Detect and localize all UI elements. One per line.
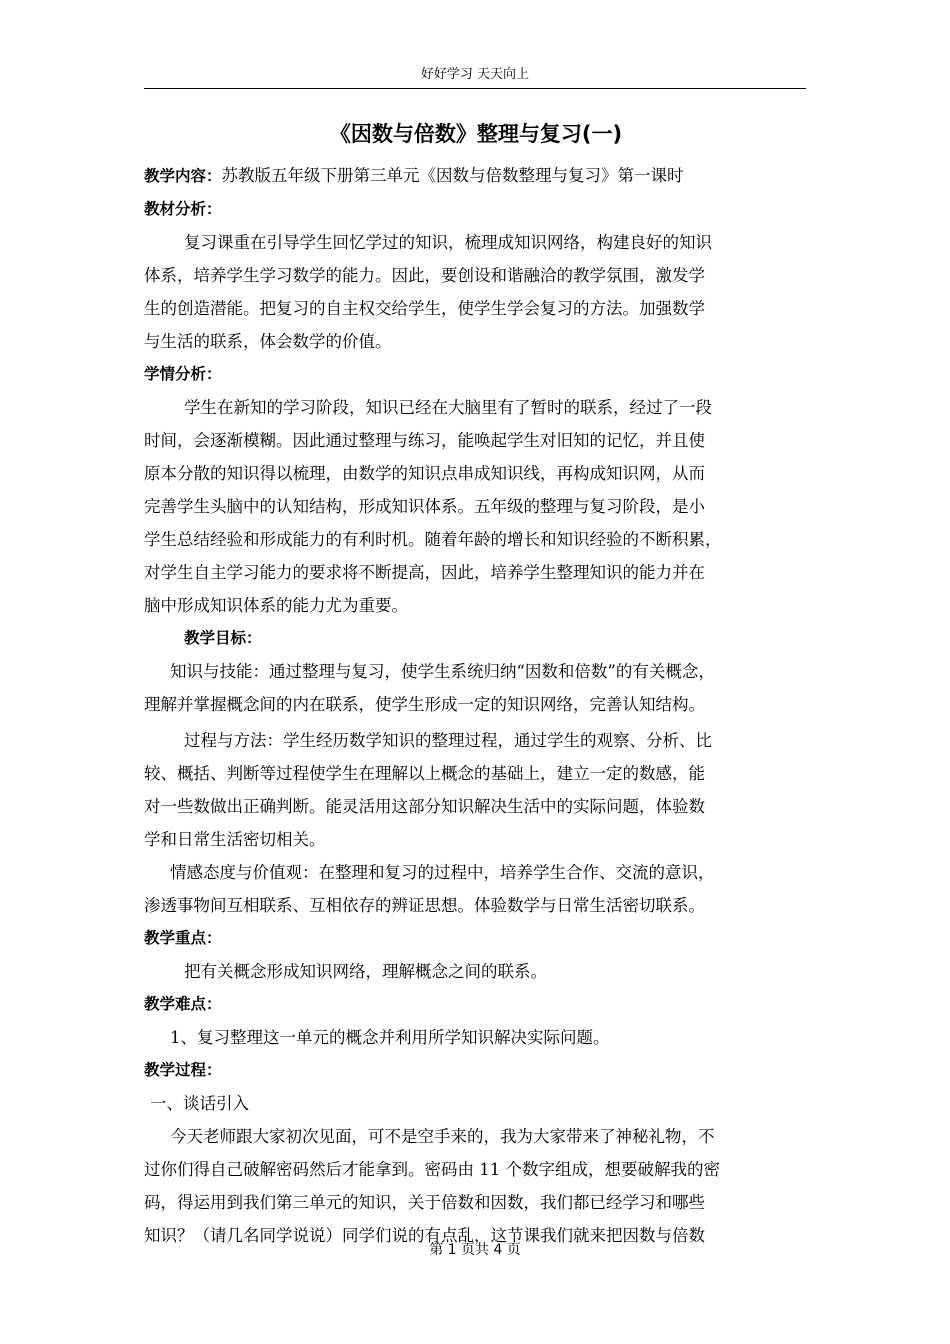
content-text: 苏教版五年级下册第三单元《因数与倍数整理与复习》第一课时 [221,166,684,185]
paragraph-line: 与生活的联系，体会数学的价值。 [144,332,392,351]
paragraph-line: 过你们得自己破解密码然后才能拿到。密码由 11 个数字组成，想要破解我的密 [144,1160,720,1179]
content-label: 教学内容： [144,167,222,185]
paragraph-line: 知识？（请几名同学说说）同学们说的有点乱，这节课我们就来把因数与倍数 [144,1226,705,1245]
material-heading: 教材分析： [144,200,222,218]
paragraph-line: 学生在新知的学习阶段，知识已经在大脑里有了暂时的联系，经过了一段 [184,398,712,417]
paragraph-line: 原本分散的知识得以梳理，由数学的知识点串成知识线，再构成知识网，从而 [144,464,705,483]
paragraph-line: 码，得运用到我们第三单元的知识，关于倍数和因数，我们都已经学习和哪些 [144,1193,705,1212]
process-heading: 教学过程： [144,1061,222,1079]
paragraph-line: 今天老师跟大家初次见面，可不是空手来的，我为大家带来了神秘礼物，不 [170,1127,715,1146]
content-row [144,159,808,193]
paragraph-line: 脑中形成知识体系的能力尤为重要。 [144,596,408,615]
goals-heading: 教学目标： [184,629,262,647]
paragraph-line: 学和日常生活密切相关。 [144,830,326,849]
document-title: 《因数与倍数》整理与复习(一) [329,122,623,146]
paragraph-line: 把有关概念形成知识网络，理解概念之间的联系。 [184,962,547,981]
document-body [144,116,808,1252]
paragraph-line: 学生总结经验和形成能力的有利时机。随着年龄的增长和知识经验的不断积累， [144,530,722,549]
header-divider [144,88,806,89]
paragraph-line: 体系，培养学生学习数学的能力。因此，要创设和谐融洽的教学氛围，激发学 [144,266,705,285]
students-heading: 学情分析： [144,365,222,383]
paragraph-line: 过程与方法：学生经历数学知识的整理过程，通过学生的观察、分析、比 [184,731,712,750]
paragraph-line: 较、概括、判断等过程使学生在理解以上概念的基础上，建立一定的数感，能 [144,764,705,783]
paragraph-line: 情感态度与价值观：在整理和复习的过程中，培养学生合作、交流的意识， [170,863,715,882]
difficulty-heading: 教学难点： [144,995,222,1013]
paragraph-line: 知识与技能：通过整理与复习，使学生系统归纳“因数和倍数”的有关概念， [170,662,715,681]
paragraph-line: 1、复习整理这一单元的概念并利用所学知识解决实际问题。 [170,1028,610,1047]
paragraph-line: 复习课重在引导学生回忆学过的知识，梳理成知识网络，构建良好的知识 [184,233,712,252]
page-footer: 第 1 页共 4 页 [429,1242,521,1258]
paragraph-line: 理解并掌握概念间的内在联系，使学生形成一定的知识网络，完善认知结构。 [144,695,705,714]
key-heading: 教学重点： [144,929,222,947]
section-heading: 一、谈话引入 [150,1094,249,1113]
paragraph-line: 渗透事物间互相联系、互相依存的辨证思想。体验数学与日常生活密切联系。 [144,896,705,915]
paragraph-line: 时间，会逐渐模糊。因此通过整理与练习，能唤起学生对旧知的记忆，并且使 [144,431,705,450]
paragraph-line: 完善学生头脑中的认知结构，形成知识体系。五年级的整理与复习阶段，是小 [144,497,705,516]
page-header: 好好学习 天天向上 [420,67,530,82]
paragraph-line: 对学生自主学习能力的要求将不断提高，因此，培养学生整理知识的能力并在 [144,563,705,582]
paragraph-line: 对一些数做出正确判断。能灵活用这部分知识解决生活中的实际问题，体验数 [144,797,705,816]
paragraph-line: 生的创造潜能。把复习的自主权交给学生，使学生学会复习的方法。加强数学 [144,299,705,318]
